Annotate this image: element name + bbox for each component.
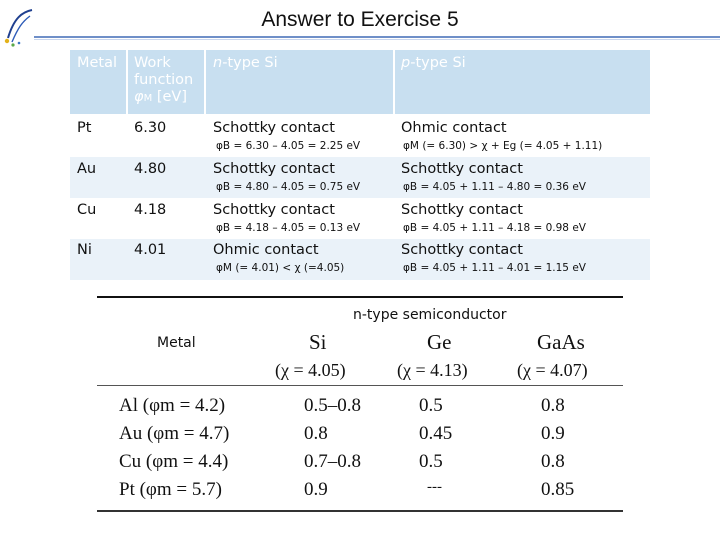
p-type-contact: Schottky contact (401, 242, 523, 258)
barrier-value: 0.8 (304, 423, 328, 444)
column-header-work-function (134, 55, 202, 107)
p-type-contact: Schottky contact (401, 161, 523, 177)
n-type-contact: Schottky contact (213, 202, 335, 218)
semiconductor-name: GaAs (537, 330, 585, 354)
n-type-detail: φB = 6.30 – 4.05 = 2.25 eV (216, 140, 361, 152)
p-type-contact: Schottky contact (401, 202, 523, 218)
barrier-value: 0.9 (304, 479, 328, 500)
p-type-detail: φM (= 6.30) > χ + Eg (= 4.05 + 1.11) (403, 140, 603, 152)
p-type-detail: φB = 4.05 + 1.11 – 4.01 = 1.15 eV (403, 262, 586, 274)
barrier-value: 0.5–0.8 (304, 395, 361, 416)
header-separator (393, 50, 395, 114)
metal-column-header: Metal (157, 335, 196, 351)
semiconductor-chi: (χ = 4.05) (275, 360, 346, 380)
barrier-value: 0.5 (419, 395, 443, 416)
table-top-rule (97, 296, 623, 298)
work-function-line-3: φM [eV] (134, 89, 187, 105)
work-function-cell: 4.01 (134, 242, 167, 258)
work-function-line-2: function (134, 72, 194, 88)
metal-cell: Pt (77, 120, 92, 136)
p-type-detail: φB = 4.05 + 1.11 – 4.80 = 0.36 eV (403, 181, 586, 193)
barrier-value: 0.8 (541, 395, 565, 416)
column-header-p-type: p-type Si (401, 55, 466, 71)
n-type-detail: φM (= 4.01) < χ (=4.05) (216, 262, 345, 274)
n-type-contact: Schottky contact (213, 120, 335, 136)
barrier-value: 0.45 (419, 423, 453, 444)
metal-row-label: Pt (φm = 5.7) (119, 479, 222, 500)
column-header-metal: Metal (77, 55, 118, 71)
work-function-line-1: Work (134, 55, 171, 71)
header-separator (126, 50, 128, 114)
work-function-cell: 4.18 (134, 202, 167, 218)
barrier-value: 0.8 (541, 451, 565, 472)
header-rule-secondary (34, 39, 720, 40)
p-type-contact: Ohmic contact (401, 120, 507, 136)
barrier-value: 0.5 (419, 451, 443, 472)
semiconductor-name: Si (309, 330, 327, 354)
header-rule (34, 36, 720, 38)
metal-row-label: Al (φm = 4.2) (119, 395, 226, 416)
metal-row-label: Cu (φm = 4.4) (119, 451, 229, 472)
n-type-detail: φB = 4.80 – 4.05 = 0.75 eV (216, 181, 361, 193)
semiconductor-chi: (χ = 4.07) (517, 360, 588, 380)
barrier-value: 0.7–0.8 (304, 451, 361, 472)
p-type-detail: φB = 4.05 + 1.11 – 4.18 = 0.98 eV (403, 222, 586, 234)
work-function-cell: 4.80 (134, 161, 167, 177)
header-separator (204, 50, 206, 114)
table-header-rule (97, 385, 623, 386)
barrier-height-table (97, 296, 623, 512)
page-title: Answer to Exercise 5 (261, 8, 459, 31)
metal-row-label: Au (φm = 4.7) (119, 423, 230, 444)
semiconductor-chi: (χ = 4.13) (397, 360, 468, 380)
barrier-value: 0.9 (541, 423, 565, 444)
n-type-detail: φB = 4.18 – 4.05 = 0.13 eV (216, 222, 361, 234)
table-bottom-rule (97, 510, 623, 512)
barrier-value: 0.85 (541, 479, 575, 500)
work-function-cell: 6.30 (134, 120, 167, 136)
table-caption: n-type semiconductor (353, 307, 507, 323)
column-header-n-type: n-type Si (213, 55, 278, 71)
n-type-contact: Ohmic contact (213, 242, 319, 258)
barrier-value: --- (427, 479, 442, 495)
semiconductor-name: Ge (427, 330, 452, 354)
n-type-contact: Schottky contact (213, 161, 335, 177)
metal-cell: Au (77, 161, 97, 177)
metal-cell: Cu (77, 202, 97, 218)
metal-cell: Ni (77, 242, 92, 258)
